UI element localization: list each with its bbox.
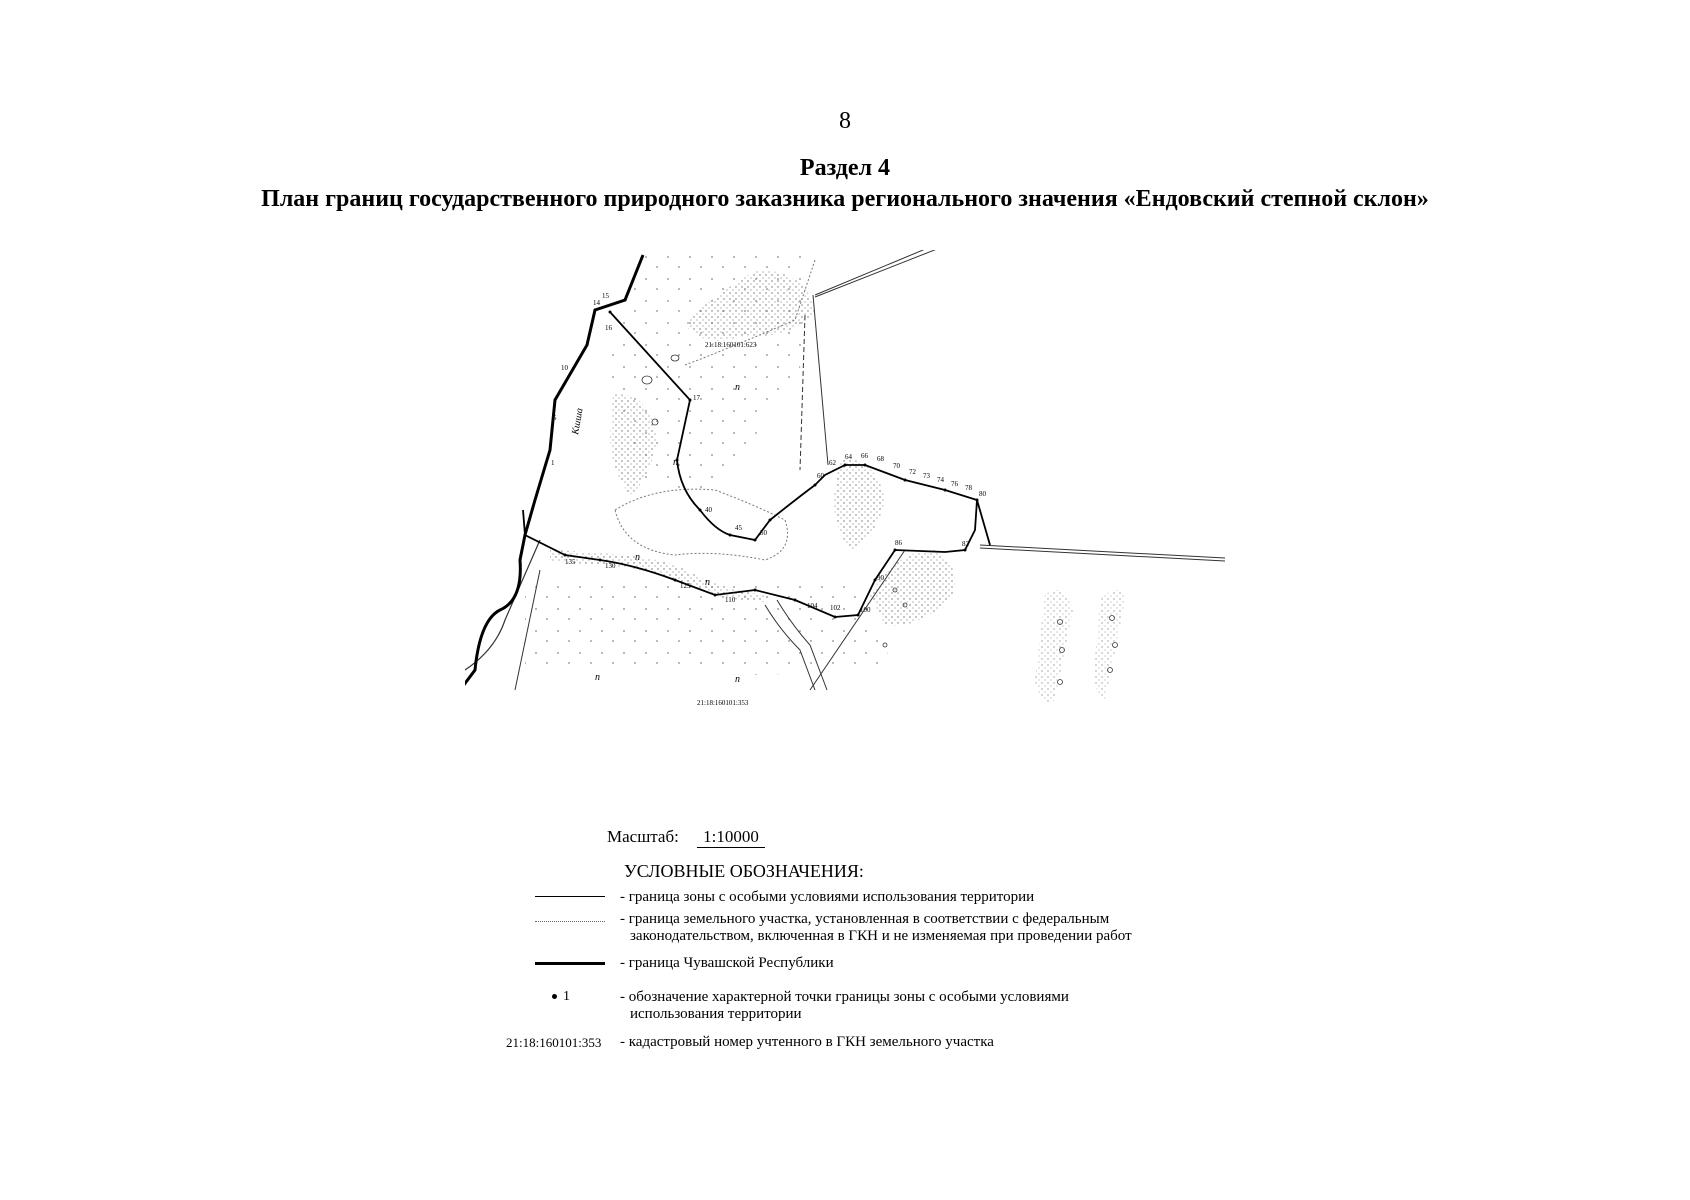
legend-parcel-boundary-line2: законодательством, включенная в ГКН и не изменяемая при проведении работ xyxy=(630,928,1132,944)
map-cadastral-north: 21:18:160101:623 xyxy=(705,341,757,349)
legend-heading: УСЛОВНЫЕ ОБОЗНАЧЕНИЯ: xyxy=(624,861,864,881)
land-symbol: п xyxy=(635,552,640,563)
road-east xyxy=(980,545,1225,558)
point-label: 66 xyxy=(861,452,868,460)
point-label: 104 xyxy=(807,602,818,610)
point-label: 5 xyxy=(553,414,557,422)
zone-boundary-east xyxy=(977,500,990,545)
legend-point-number: 1 xyxy=(563,989,570,1004)
road-northeast-2 xyxy=(815,250,937,297)
point-label: 110 xyxy=(725,596,736,604)
point-label: 135 xyxy=(565,558,576,566)
point-label: 64 xyxy=(845,453,852,461)
point-label: 60 xyxy=(817,472,824,480)
point-label: 16 xyxy=(605,324,612,332)
point-label: 17 xyxy=(693,394,700,402)
legend-point-sample xyxy=(552,989,570,1005)
point-label: 14 xyxy=(593,299,600,307)
point-label: 100 xyxy=(860,606,871,614)
point-label: 76 xyxy=(951,480,958,488)
point-label: 70 xyxy=(893,462,900,470)
point-dot-icon xyxy=(552,994,557,999)
land-symbol: п xyxy=(705,577,710,588)
legend-zone-line-sample xyxy=(535,896,605,897)
road-vertical-2 xyxy=(813,295,828,465)
forest-area-4 xyxy=(870,550,955,626)
forest-area-3 xyxy=(834,460,885,551)
point-label: 72 xyxy=(909,468,916,476)
boundary-map xyxy=(465,250,1225,740)
land-symbol: п xyxy=(735,674,740,685)
road-east-2 xyxy=(980,548,1225,561)
legend-parcel-line-sample xyxy=(535,921,605,922)
plan-title: План границ государственного природного заказника регионального значения «Ендовский степной склон» xyxy=(261,186,1429,212)
legend-cadastral-desc: - кадастровый номер учтенного в ГКН земельного участка xyxy=(620,1034,994,1050)
meadow-area-south xyxy=(525,580,895,675)
legend-republic-line-sample xyxy=(535,962,605,965)
scale-value: 1:10000 xyxy=(697,827,765,848)
point-label: 50 xyxy=(760,529,767,537)
legend-parcel-boundary-line1: - граница земельного участка, установленная в соответствии с федеральным xyxy=(620,911,1110,927)
point-label: 82 xyxy=(962,540,969,548)
point-label: 80 xyxy=(979,490,986,498)
point-label: 130 xyxy=(605,562,616,570)
parcel-boundary-inner xyxy=(615,489,788,560)
legend-point-line2: использования территории xyxy=(630,1006,802,1022)
point-label: 125 xyxy=(680,582,691,590)
land-symbol: п xyxy=(673,457,678,468)
point-label: 74 xyxy=(937,476,944,484)
point-label: 40 xyxy=(705,506,712,514)
point-label: 10 xyxy=(561,364,568,372)
forest-area-6 xyxy=(1094,590,1125,700)
legend-cadastral-sample: 21:18:160101:353 xyxy=(506,1035,602,1050)
legend-republic-boundary: - граница Чувашской Республики xyxy=(620,955,834,971)
point-label: 90 xyxy=(877,574,884,582)
river-label: Кшша xyxy=(570,407,586,436)
legend-point-line1: - обозначение характерной точки границы зоны с особыми условиями xyxy=(620,989,1069,1005)
point-label: 1 xyxy=(551,459,555,467)
land-symbol: п xyxy=(595,672,600,683)
scale-label: Масштаб: xyxy=(607,827,679,846)
legend-zone-boundary: - граница зоны с особыми условиями использования территории xyxy=(620,889,1035,905)
point-label: 15 xyxy=(602,292,609,300)
point-label: 45 xyxy=(735,524,742,532)
land-symbol: п xyxy=(735,382,740,393)
page-number: 8 xyxy=(839,108,851,134)
point-label: 62 xyxy=(829,459,836,467)
point-label: 86 xyxy=(895,539,902,547)
section-title: Раздел 4 xyxy=(799,155,891,181)
point-label: 78 xyxy=(965,484,972,492)
point-label: 102 xyxy=(830,604,841,612)
point-label: 68 xyxy=(877,455,884,463)
forest-area-5 xyxy=(1035,590,1073,703)
point-label: 73 xyxy=(923,472,930,480)
scale xyxy=(607,827,765,848)
map-cadastral-south: 21:18:160101:353 xyxy=(697,699,749,707)
